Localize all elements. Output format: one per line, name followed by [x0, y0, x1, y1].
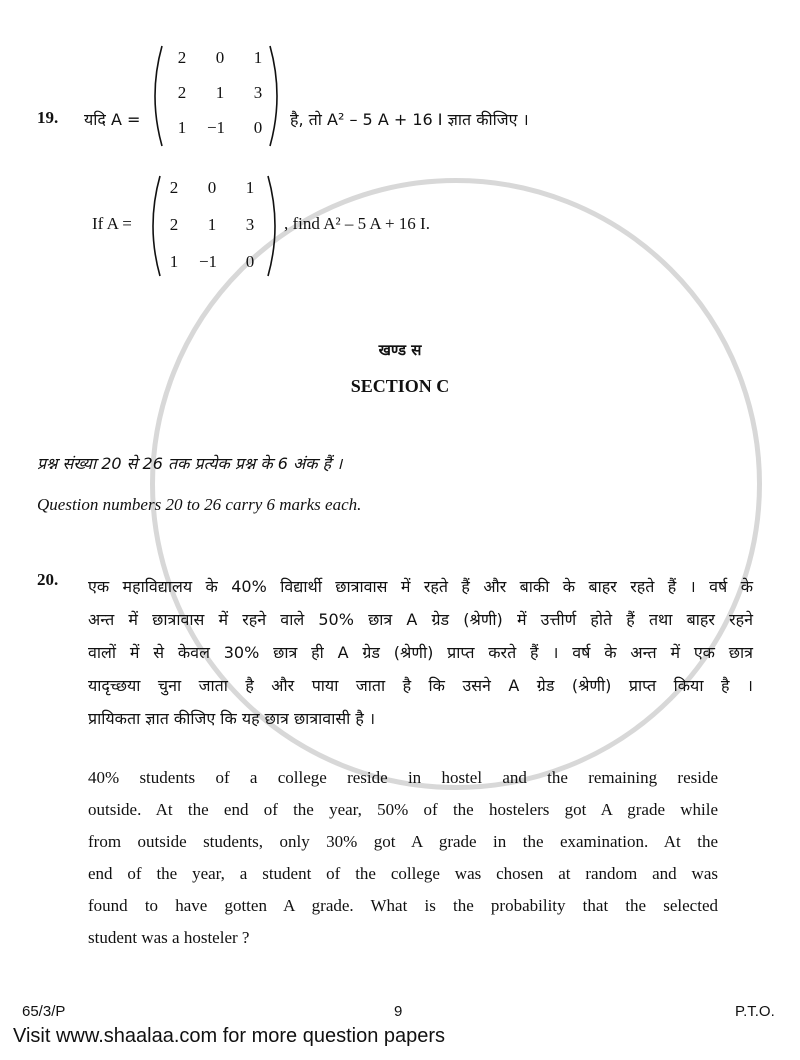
cell: 1: [215, 83, 225, 102]
matrix-row: [148, 178, 280, 198]
cell: 2: [169, 178, 179, 197]
cell: 1: [177, 118, 187, 137]
question-20-number: 20.: [37, 570, 59, 589]
cell: 1: [169, 252, 179, 271]
question-19-number: 19.: [37, 108, 59, 127]
visit-link[interactable]: Visit www.shaalaa.com for more question papers: [13, 1025, 446, 1047]
q20-hindi-text: [88, 570, 753, 735]
cell: 2: [169, 215, 179, 234]
q19-english-prefix: If A =: [92, 214, 132, 233]
cell: 2: [177, 48, 187, 67]
text-line: यादृच्छया चुना जाता है और पाया जाता है कि उसने A ग्रेड (श्रेणी) प्राप्त किया है ।: [88, 676, 753, 695]
text-line: प्रायिकता ज्ञात कीजिए कि यह छात्र छात्रावासी है ।: [88, 709, 376, 728]
section-title: SECTION C: [350, 376, 450, 396]
section-hindi-title: खण्ड स: [378, 341, 422, 359]
text-line: from outside students, only 30% got A grade in the examination. At the: [88, 832, 718, 851]
section-instruction: Question numbers 20 to 26 carry 6 marks each.: [37, 495, 362, 514]
cell: 1: [207, 215, 217, 234]
text-line: found to have gotten A grade. What is the probability that the selected: [88, 896, 718, 915]
text-line: end of the year, a student of the college was chosen at random and was: [88, 864, 718, 883]
cell: −1: [206, 118, 226, 137]
matrix-row: [150, 83, 282, 103]
q20-english-text: [88, 762, 718, 954]
q19-matrix-english: [148, 174, 280, 274]
cell: 1: [253, 48, 263, 67]
text-line: 40% students of a college reside in hostel and the remaining reside: [88, 768, 718, 787]
cell: 0: [215, 48, 225, 67]
section-hindi-instruction: प्रश्न संख्या 20 से 26 तक प्रत्येक प्रश्न के 6 अंक हैं ।: [37, 454, 343, 473]
text-line: वालों में से केवल 30% छात्र ही A ग्रेड (श्रेणी) प्राप्त करते हैं । वर्ष के अन्त में एक छात्र: [88, 643, 753, 662]
paper-code: 65/3/P: [22, 1003, 66, 1020]
cell: 3: [245, 215, 255, 234]
cell: −1: [198, 252, 218, 271]
matrix-row: [150, 48, 282, 68]
text-line: अन्त में छात्रावास में रहने वाले 50% छात्र A ग्रेड (श्रेणी) में उत्तीर्ण होते हैं तथा बाहर रहने: [88, 610, 753, 629]
matrix-row: [148, 252, 280, 272]
q19-english-suffix: , find A² – 5 A + 16 I.: [284, 214, 430, 233]
q19-matrix-hindi: [150, 44, 282, 144]
cell: 0: [253, 118, 263, 137]
q19-hindi-prefix: यदि A =: [84, 110, 141, 129]
text-line: student was a hosteler ?: [88, 928, 250, 947]
matrix-row: [150, 118, 282, 138]
pto-label: P.T.O.: [735, 1003, 775, 1020]
matrix-row: [148, 215, 280, 235]
cell: 2: [177, 83, 187, 102]
cell: 1: [245, 178, 255, 197]
q19-hindi-suffix: है, तो A² – 5 A + 16 I ज्ञात कीजिए ।: [290, 110, 529, 129]
cell: 0: [245, 252, 255, 271]
text-line: outside. At the end of the year, 50% of the hostelers got A grade while: [88, 800, 718, 819]
cell: 3: [253, 83, 263, 102]
page-number: 9: [394, 1003, 403, 1020]
text-line: एक महाविद्यालय के 40% विद्यार्थी छात्रावास में रहते हैं और बाकी के बाहर रहते हैं । वर्ष के: [88, 577, 753, 596]
cell: 0: [207, 178, 217, 197]
